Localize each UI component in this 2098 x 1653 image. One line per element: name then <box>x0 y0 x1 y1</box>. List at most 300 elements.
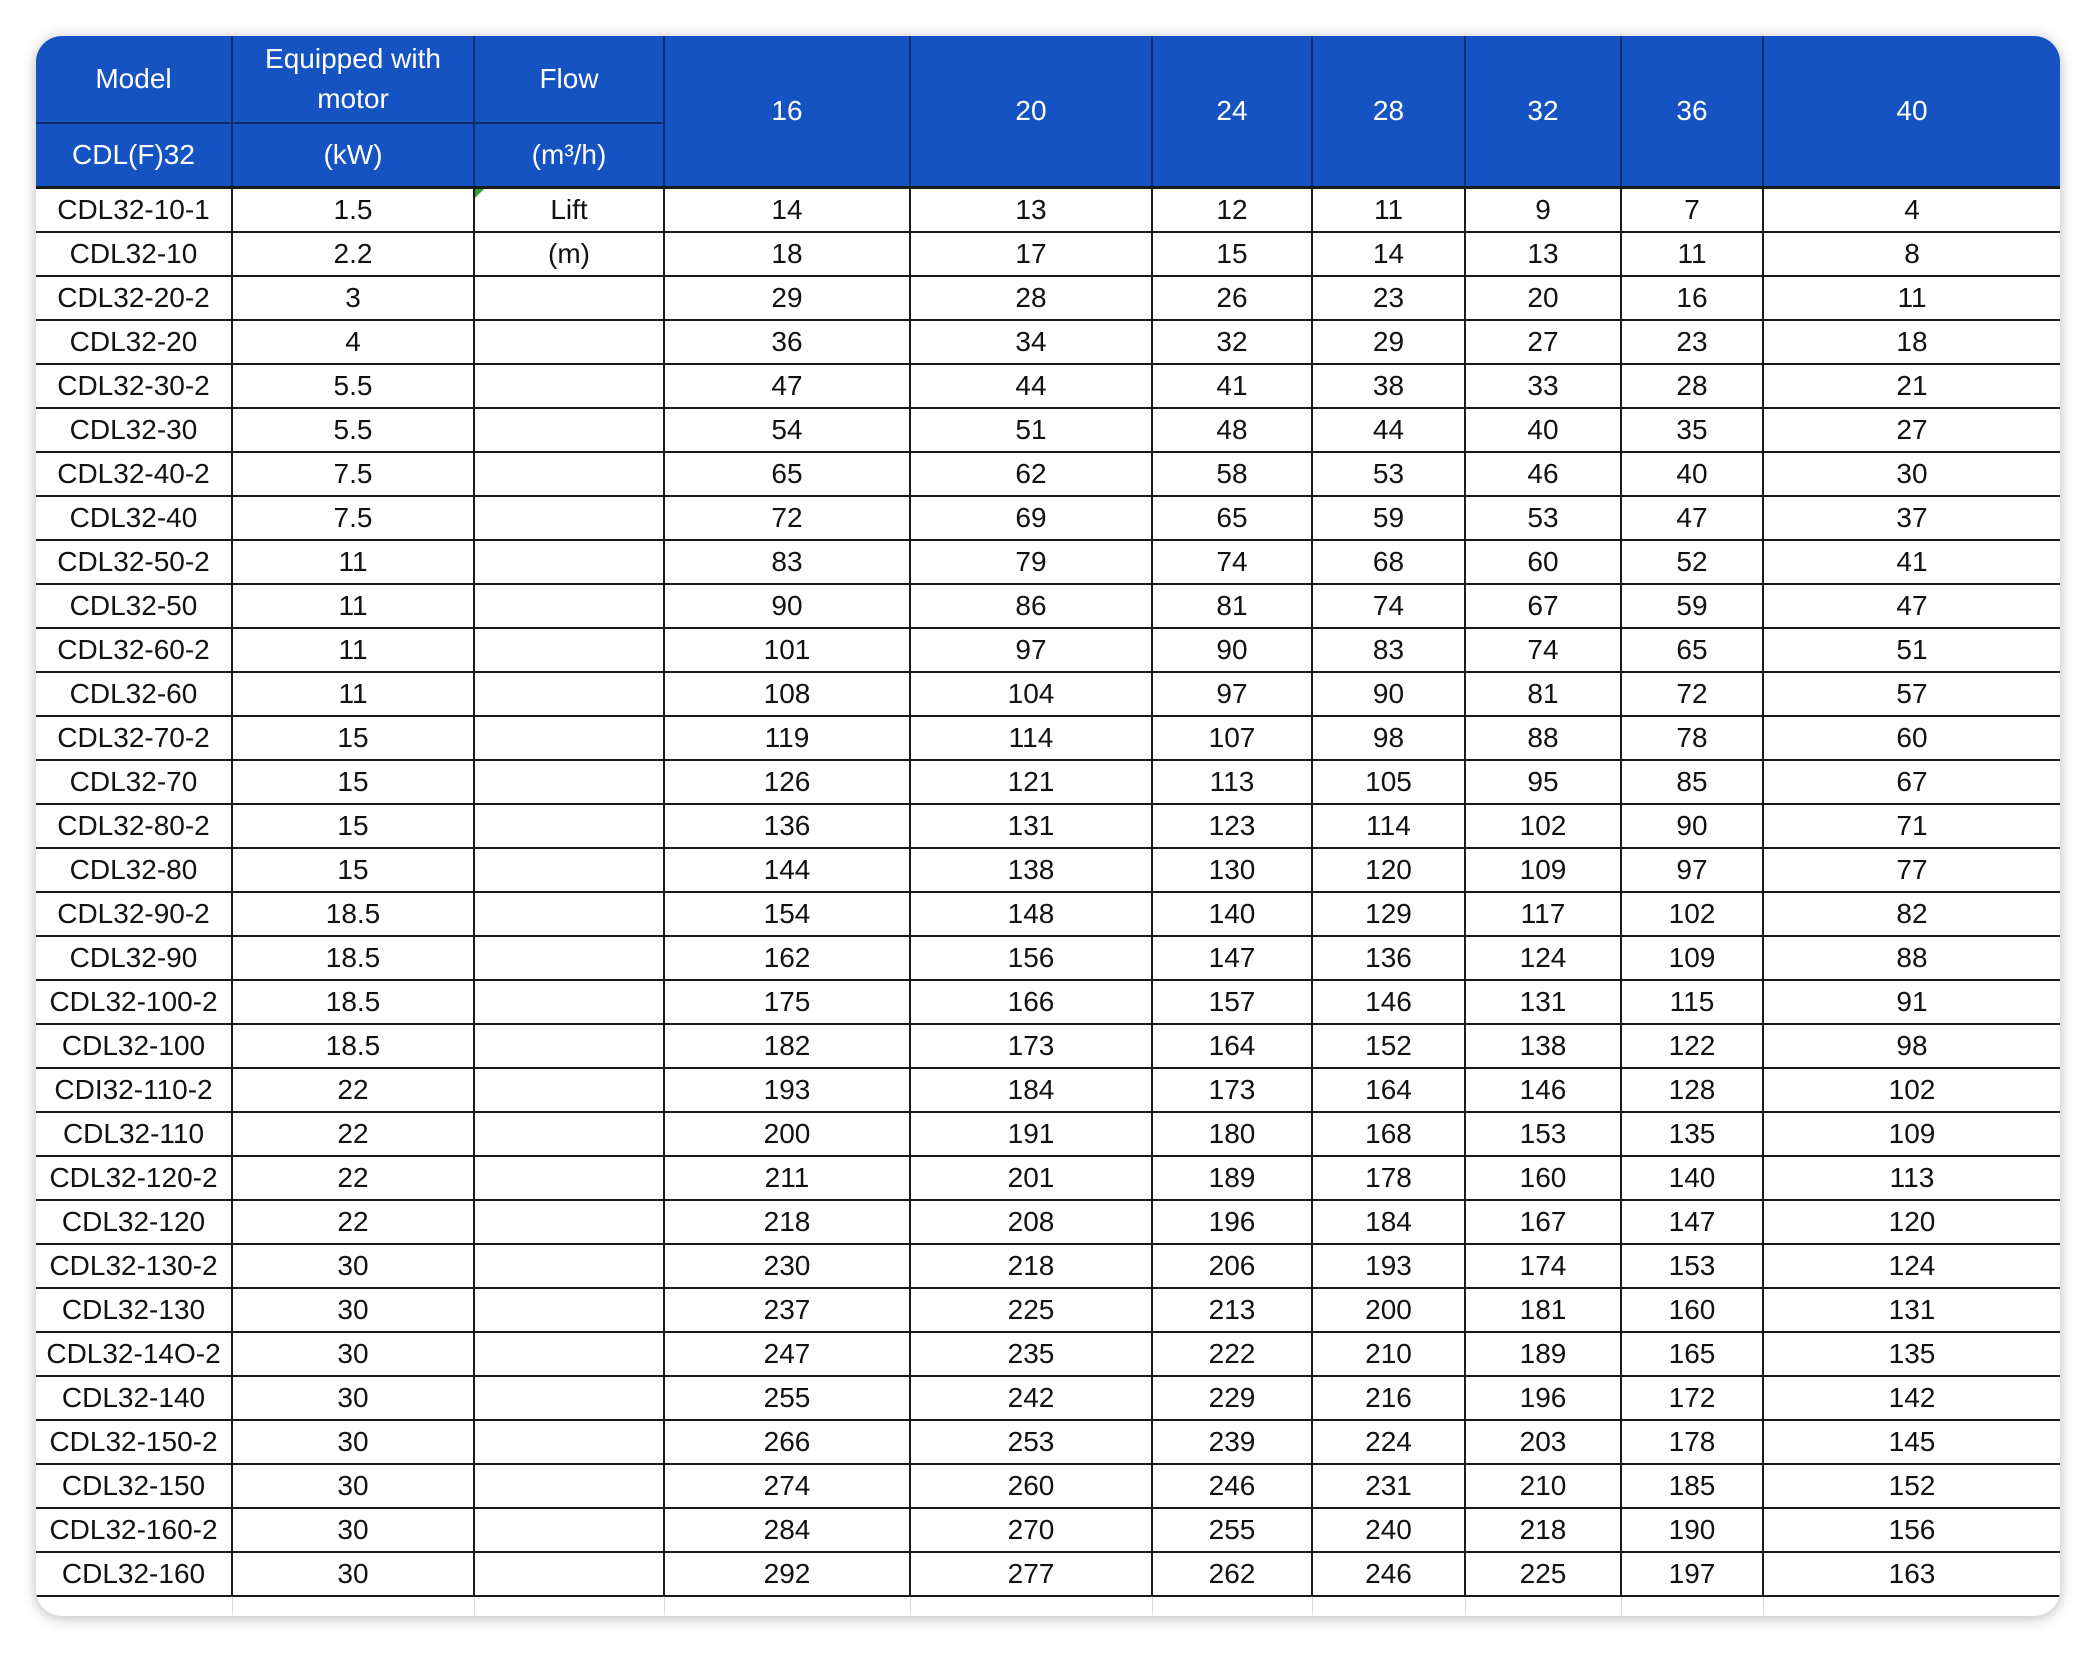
table-row <box>36 936 2060 980</box>
lift-value-cell: 239 <box>1152 1420 1312 1464</box>
lift-value-cell: 51 <box>1763 628 2060 672</box>
model-cell: CDL32-130 <box>36 1288 232 1332</box>
lift-value-cell: 104 <box>910 672 1152 716</box>
lift-value-cell: 53 <box>1465 496 1621 540</box>
motor-cell: 15 <box>232 716 474 760</box>
lift-value-cell: 184 <box>1312 1200 1465 1244</box>
empty-cell <box>1621 1596 1763 1615</box>
flow-cell <box>474 1112 664 1156</box>
lift-value-cell: 225 <box>910 1288 1152 1332</box>
lift-value-cell: 201 <box>910 1156 1152 1200</box>
motor-cell: 15 <box>232 848 474 892</box>
lift-value-cell: 213 <box>1152 1288 1312 1332</box>
lift-value-cell: 57 <box>1763 672 2060 716</box>
flow-cell <box>474 980 664 1024</box>
lift-value-cell: 74 <box>1312 584 1465 628</box>
model-cell: CDL32-70-2 <box>36 716 232 760</box>
lift-value-cell: 162 <box>664 936 910 980</box>
lift-value-cell: 90 <box>1152 628 1312 672</box>
motor-cell: 30 <box>232 1332 474 1376</box>
lift-value-cell: 54 <box>664 408 910 452</box>
motor-cell: 11 <box>232 628 474 672</box>
flow-cell <box>474 276 664 320</box>
lift-value-cell: 95 <box>1465 760 1621 804</box>
lift-value-cell: 172 <box>1621 1376 1763 1420</box>
flow-header: Flow <box>474 36 664 123</box>
model-cell: CDL32-80 <box>36 848 232 892</box>
lift-value-cell: 130 <box>1152 848 1312 892</box>
lift-value-cell: 193 <box>664 1068 910 1112</box>
lift-value-cell: 71 <box>1763 804 2060 848</box>
lift-value-cell: 23 <box>1621 320 1763 364</box>
lift-value-cell: 114 <box>910 716 1152 760</box>
lift-value-cell: 138 <box>1465 1024 1621 1068</box>
lift-value-cell: 47 <box>1763 584 2060 628</box>
lift-value-cell: 208 <box>910 1200 1152 1244</box>
lift-value-cell: 262 <box>1152 1552 1312 1596</box>
lift-value-cell: 67 <box>1465 584 1621 628</box>
lift-value-cell: 114 <box>1312 804 1465 848</box>
lift-value-cell: 46 <box>1465 452 1621 496</box>
table-row <box>36 540 2060 584</box>
motor-cell: 18.5 <box>232 936 474 980</box>
table-row <box>36 892 2060 936</box>
model-cell: CDL32-120 <box>36 1200 232 1244</box>
table-row <box>36 1332 2060 1376</box>
lift-value-cell: 277 <box>910 1552 1152 1596</box>
lift-value-cell: 266 <box>664 1420 910 1464</box>
lift-value-cell: 157 <box>1152 980 1312 1024</box>
lift-value-cell: 35 <box>1621 408 1763 452</box>
lift-value-cell: 65 <box>664 452 910 496</box>
lift-value-cell: 105 <box>1312 760 1465 804</box>
lift-value-cell: 83 <box>1312 628 1465 672</box>
lift-value-cell: 138 <box>910 848 1152 892</box>
lift-value-cell: 109 <box>1621 936 1763 980</box>
model-cell: CDL32-40 <box>36 496 232 540</box>
lift-value-cell: 9 <box>1465 188 1621 233</box>
lift-value-cell: 240 <box>1312 1508 1465 1552</box>
motor-cell: 30 <box>232 1508 474 1552</box>
flow-value-header: 32 <box>1465 36 1621 188</box>
table-row <box>36 1156 2060 1200</box>
lift-value-cell: 29 <box>664 276 910 320</box>
lift-value-cell: 229 <box>1152 1376 1312 1420</box>
lift-value-cell: 15 <box>1152 232 1312 276</box>
flow-cell <box>474 584 664 628</box>
model-cell: CDL32-130-2 <box>36 1244 232 1288</box>
lift-value-cell: 247 <box>664 1332 910 1376</box>
lift-value-cell: 135 <box>1621 1112 1763 1156</box>
lift-value-cell: 136 <box>664 804 910 848</box>
lift-value-cell: 255 <box>664 1376 910 1420</box>
lift-value-cell: 131 <box>1763 1288 2060 1332</box>
lift-value-cell: 44 <box>1312 408 1465 452</box>
lift-value-cell: 120 <box>1312 848 1465 892</box>
lift-value-cell: 200 <box>664 1112 910 1156</box>
model-cell: CDL32-40-2 <box>36 452 232 496</box>
lift-value-cell: 146 <box>1312 980 1465 1024</box>
lift-value-cell: 126 <box>664 760 910 804</box>
model-cell: CDL32-150 <box>36 1464 232 1508</box>
lift-value-cell: 14 <box>664 188 910 233</box>
lift-value-cell: 81 <box>1465 672 1621 716</box>
lift-value-cell: 34 <box>910 320 1152 364</box>
lift-value-cell: 47 <box>1621 496 1763 540</box>
flow-cell <box>474 1464 664 1508</box>
table-row <box>36 188 2060 233</box>
lift-value-cell: 173 <box>910 1024 1152 1068</box>
table-row <box>36 1552 2060 1596</box>
flow-value-header: 16 <box>664 36 910 188</box>
model-cell: CDL32-140 <box>36 1376 232 1420</box>
lift-value-cell: 68 <box>1312 540 1465 584</box>
flow-cell <box>474 1244 664 1288</box>
empty-cell <box>36 1596 232 1615</box>
flow-cell <box>474 760 664 804</box>
flow-cell <box>474 892 664 936</box>
lift-value-cell: 129 <box>1312 892 1465 936</box>
lift-value-cell: 98 <box>1763 1024 2060 1068</box>
lift-value-cell: 193 <box>1312 1244 1465 1288</box>
lift-value-cell: 128 <box>1621 1068 1763 1112</box>
flow-cell <box>474 452 664 496</box>
empty-cell <box>1763 1596 2060 1615</box>
lift-value-cell: 113 <box>1152 760 1312 804</box>
empty-cell <box>474 1596 664 1615</box>
table-row <box>36 1464 2060 1508</box>
table-row <box>36 1024 2060 1068</box>
lift-value-cell: 44 <box>910 364 1152 408</box>
lift-value-cell: 140 <box>1621 1156 1763 1200</box>
lift-value-cell: 142 <box>1763 1376 2060 1420</box>
lift-value-cell: 196 <box>1152 1200 1312 1244</box>
lift-value-cell: 62 <box>910 452 1152 496</box>
table-row <box>36 716 2060 760</box>
lift-value-cell: 120 <box>1763 1200 2060 1244</box>
lift-value-cell: 231 <box>1312 1464 1465 1508</box>
table-row <box>36 980 2060 1024</box>
model-cell: CDL32-50-2 <box>36 540 232 584</box>
lift-value-cell: 160 <box>1465 1156 1621 1200</box>
lift-value-cell: 235 <box>910 1332 1152 1376</box>
lift-value-cell: 77 <box>1763 848 2060 892</box>
lift-value-cell: 109 <box>1465 848 1621 892</box>
lift-value-cell: 152 <box>1312 1024 1465 1068</box>
lift-value-cell: 52 <box>1621 540 1763 584</box>
lift-value-cell: 108 <box>664 672 910 716</box>
table-row <box>36 276 2060 320</box>
lift-value-cell: 101 <box>664 628 910 672</box>
model-cell: CDL32-30-2 <box>36 364 232 408</box>
lift-value-cell: 246 <box>1312 1552 1465 1596</box>
lift-value-cell: 164 <box>1312 1068 1465 1112</box>
lift-value-cell: 97 <box>1621 848 1763 892</box>
table-row <box>36 1112 2060 1156</box>
model-cell: CDL32-120-2 <box>36 1156 232 1200</box>
flow-cell <box>474 1068 664 1112</box>
lift-value-cell: 148 <box>910 892 1152 936</box>
lift-value-cell: 200 <box>1312 1288 1465 1332</box>
lift-value-cell: 146 <box>1465 1068 1621 1112</box>
flow-cell <box>474 320 664 364</box>
flow-cell <box>474 672 664 716</box>
lift-value-cell: 140 <box>1152 892 1312 936</box>
flow-cell <box>474 1420 664 1464</box>
lift-value-cell: 102 <box>1465 804 1621 848</box>
lift-value-cell: 292 <box>664 1552 910 1596</box>
flow-cell <box>474 408 664 452</box>
lift-value-cell: 60 <box>1465 540 1621 584</box>
lift-value-cell: 83 <box>664 540 910 584</box>
lift-value-cell: 40 <box>1621 452 1763 496</box>
motor-cell: 22 <box>232 1068 474 1112</box>
lift-value-cell: 41 <box>1763 540 2060 584</box>
lift-value-cell: 14 <box>1312 232 1465 276</box>
lift-value-cell: 27 <box>1465 320 1621 364</box>
flow-cell <box>474 936 664 980</box>
lift-value-cell: 124 <box>1763 1244 2060 1288</box>
lift-value-cell: 82 <box>1763 892 2060 936</box>
lift-value-cell: 47 <box>664 364 910 408</box>
table-row <box>36 760 2060 804</box>
motor-cell: 30 <box>232 1376 474 1420</box>
model-cell: CDL32-30 <box>36 408 232 452</box>
lift-value-cell: 23 <box>1312 276 1465 320</box>
motor-cell: 3 <box>232 276 474 320</box>
lift-value-cell: 237 <box>664 1288 910 1332</box>
lift-value-cell: 203 <box>1465 1420 1621 1464</box>
lift-value-cell: 136 <box>1312 936 1465 980</box>
lift-value-cell: 88 <box>1763 936 2060 980</box>
flow-cell <box>474 1508 664 1552</box>
lift-value-cell: 123 <box>1152 804 1312 848</box>
motor-header: Equipped with motor <box>232 36 474 123</box>
motor-cell: 7.5 <box>232 496 474 540</box>
table-row <box>36 1420 2060 1464</box>
lift-value-cell: 224 <box>1312 1420 1465 1464</box>
lift-value-cell: 181 <box>1465 1288 1621 1332</box>
model-cell: CDL32-150-2 <box>36 1420 232 1464</box>
table-row <box>36 584 2060 628</box>
table-row <box>36 672 2060 716</box>
lift-value-cell: 51 <box>910 408 1152 452</box>
lift-value-cell: 274 <box>664 1464 910 1508</box>
lift-value-cell: 41 <box>1152 364 1312 408</box>
model-cell: CDL32-60-2 <box>36 628 232 672</box>
lift-value-cell: 153 <box>1621 1244 1763 1288</box>
table-row <box>36 496 2060 540</box>
lift-value-cell: 72 <box>1621 672 1763 716</box>
model-cell: CDL32-70 <box>36 760 232 804</box>
lift-value-cell: 218 <box>910 1244 1152 1288</box>
model-cell: CDL32-100 <box>36 1024 232 1068</box>
table-row <box>36 1376 2060 1420</box>
table-row <box>36 1288 2060 1332</box>
lift-value-cell: 147 <box>1152 936 1312 980</box>
table-row <box>36 1068 2060 1112</box>
model-cell: CDL32-90-2 <box>36 892 232 936</box>
flow-cell <box>474 1024 664 1068</box>
motor-cell: 15 <box>232 760 474 804</box>
lift-value-cell: 69 <box>910 496 1152 540</box>
lift-value-cell: 113 <box>1763 1156 2060 1200</box>
lift-value-cell: 4 <box>1763 188 2060 233</box>
lift-value-cell: 147 <box>1621 1200 1763 1244</box>
lift-value-cell: 197 <box>1621 1552 1763 1596</box>
lift-value-cell: 18 <box>1763 320 2060 364</box>
table-row <box>36 452 2060 496</box>
lift-value-cell: 189 <box>1465 1332 1621 1376</box>
lift-value-cell: 8 <box>1763 232 2060 276</box>
lift-value-cell: 184 <box>910 1068 1152 1112</box>
motor-cell: 30 <box>232 1420 474 1464</box>
lift-value-cell: 246 <box>1152 1464 1312 1508</box>
lift-value-cell: 79 <box>910 540 1152 584</box>
motor-cell: 1.5 <box>232 188 474 233</box>
table-row <box>36 848 2060 892</box>
motor-cell: 22 <box>232 1200 474 1244</box>
table-row <box>36 408 2060 452</box>
lift-value-cell: 253 <box>910 1420 1152 1464</box>
lift-value-cell: 174 <box>1465 1244 1621 1288</box>
model-series-header: CDL(F)32 <box>36 123 232 188</box>
lift-value-cell: 121 <box>910 760 1152 804</box>
lift-value-cell: 154 <box>664 892 910 936</box>
lift-value-cell: 156 <box>910 936 1152 980</box>
motor-cell: 22 <box>232 1112 474 1156</box>
lift-value-cell: 144 <box>664 848 910 892</box>
lift-value-cell: 225 <box>1465 1552 1621 1596</box>
lift-value-cell: 98 <box>1312 716 1465 760</box>
model-cell: CDL32-10-1 <box>36 188 232 233</box>
lift-value-cell: 91 <box>1763 980 2060 1024</box>
flow-cell <box>474 364 664 408</box>
motor-unit-header: (kW) <box>232 123 474 188</box>
lift-value-cell: 211 <box>664 1156 910 1200</box>
lift-value-cell: 67 <box>1763 760 2060 804</box>
lift-value-cell: 102 <box>1763 1068 2060 1112</box>
lift-value-cell: 53 <box>1312 452 1465 496</box>
lift-value-cell: 178 <box>1312 1156 1465 1200</box>
motor-cell: 11 <box>232 540 474 584</box>
lift-value-cell: 38 <box>1312 364 1465 408</box>
model-cell: CDL32-110 <box>36 1112 232 1156</box>
motor-cell: 5.5 <box>232 364 474 408</box>
lift-value-cell: 189 <box>1152 1156 1312 1200</box>
lift-value-cell: 124 <box>1465 936 1621 980</box>
empty-cell <box>1465 1596 1621 1615</box>
lift-value-cell: 37 <box>1763 496 2060 540</box>
flow-cell <box>474 496 664 540</box>
lift-value-cell: 260 <box>910 1464 1152 1508</box>
empty-cell <box>664 1596 910 1615</box>
motor-cell: 30 <box>232 1552 474 1596</box>
lift-value-cell: 48 <box>1152 408 1312 452</box>
lift-value-cell: 180 <box>1152 1112 1312 1156</box>
lift-value-cell: 131 <box>910 804 1152 848</box>
flow-cell <box>474 1288 664 1332</box>
lift-value-cell: 196 <box>1465 1376 1621 1420</box>
flow-cell <box>474 1376 664 1420</box>
lift-value-cell: 117 <box>1465 892 1621 936</box>
lift-value-cell: 166 <box>910 980 1152 1024</box>
lift-value-cell: 210 <box>1312 1332 1465 1376</box>
lift-value-cell: 16 <box>1621 276 1763 320</box>
lift-value-cell: 191 <box>910 1112 1152 1156</box>
lift-value-cell: 152 <box>1763 1464 2060 1508</box>
motor-cell: 4 <box>232 320 474 364</box>
lift-unit-cell: (m) <box>474 232 664 276</box>
lift-value-cell: 11 <box>1763 276 2060 320</box>
motor-cell: 5.5 <box>232 408 474 452</box>
lift-value-cell: 11 <box>1621 232 1763 276</box>
model-cell: CDL32-20 <box>36 320 232 364</box>
empty-row <box>36 1596 2060 1615</box>
lift-value-cell: 167 <box>1465 1200 1621 1244</box>
flow-cell <box>474 1156 664 1200</box>
lift-value-cell: 119 <box>664 716 910 760</box>
flow-value-header: 40 <box>1763 36 2060 188</box>
empty-cell <box>1312 1596 1465 1615</box>
model-cell: CDL32-60 <box>36 672 232 716</box>
lift-value-cell: 60 <box>1763 716 2060 760</box>
lift-value-cell: 17 <box>910 232 1152 276</box>
lift-value-cell: 160 <box>1621 1288 1763 1332</box>
table-header <box>36 36 2060 188</box>
lift-value-cell: 12 <box>1152 188 1312 233</box>
lift-value-cell: 18 <box>664 232 910 276</box>
table-row <box>36 1508 2060 1552</box>
lift-value-cell: 27 <box>1763 408 2060 452</box>
lift-value-cell: 131 <box>1465 980 1621 1024</box>
lift-value-cell: 206 <box>1152 1244 1312 1288</box>
lift-value-cell: 185 <box>1621 1464 1763 1508</box>
empty-cell <box>1152 1596 1312 1615</box>
model-cell: CDL32-160-2 <box>36 1508 232 1552</box>
lift-value-cell: 33 <box>1465 364 1621 408</box>
lift-label-cell: Lift <box>474 188 664 233</box>
lift-value-cell: 88 <box>1465 716 1621 760</box>
lift-value-cell: 218 <box>664 1200 910 1244</box>
lift-value-cell: 81 <box>1152 584 1312 628</box>
motor-cell: 18.5 <box>232 1024 474 1068</box>
table-row <box>36 628 2060 672</box>
lift-value-cell: 156 <box>1763 1508 2060 1552</box>
flow-cell <box>474 716 664 760</box>
lift-value-cell: 90 <box>664 584 910 628</box>
table-row <box>36 1244 2060 1288</box>
lift-value-cell: 40 <box>1465 408 1621 452</box>
motor-cell: 11 <box>232 672 474 716</box>
lift-value-cell: 216 <box>1312 1376 1465 1420</box>
table-row <box>36 364 2060 408</box>
empty-cell <box>910 1596 1152 1615</box>
lift-value-cell: 270 <box>910 1508 1152 1552</box>
lift-value-cell: 20 <box>1465 276 1621 320</box>
lift-value-cell: 90 <box>1312 672 1465 716</box>
model-cell: CDL32-100-2 <box>36 980 232 1024</box>
flow-unit-header: (m³/h) <box>474 123 664 188</box>
lift-value-cell: 7 <box>1621 188 1763 233</box>
lift-value-cell: 65 <box>1152 496 1312 540</box>
lift-value-cell: 164 <box>1152 1024 1312 1068</box>
model-header: Model <box>36 36 232 123</box>
model-cell: CDL32-50 <box>36 584 232 628</box>
model-cell: CDL32-80-2 <box>36 804 232 848</box>
lift-value-cell: 86 <box>910 584 1152 628</box>
flow-cell <box>474 1552 664 1596</box>
